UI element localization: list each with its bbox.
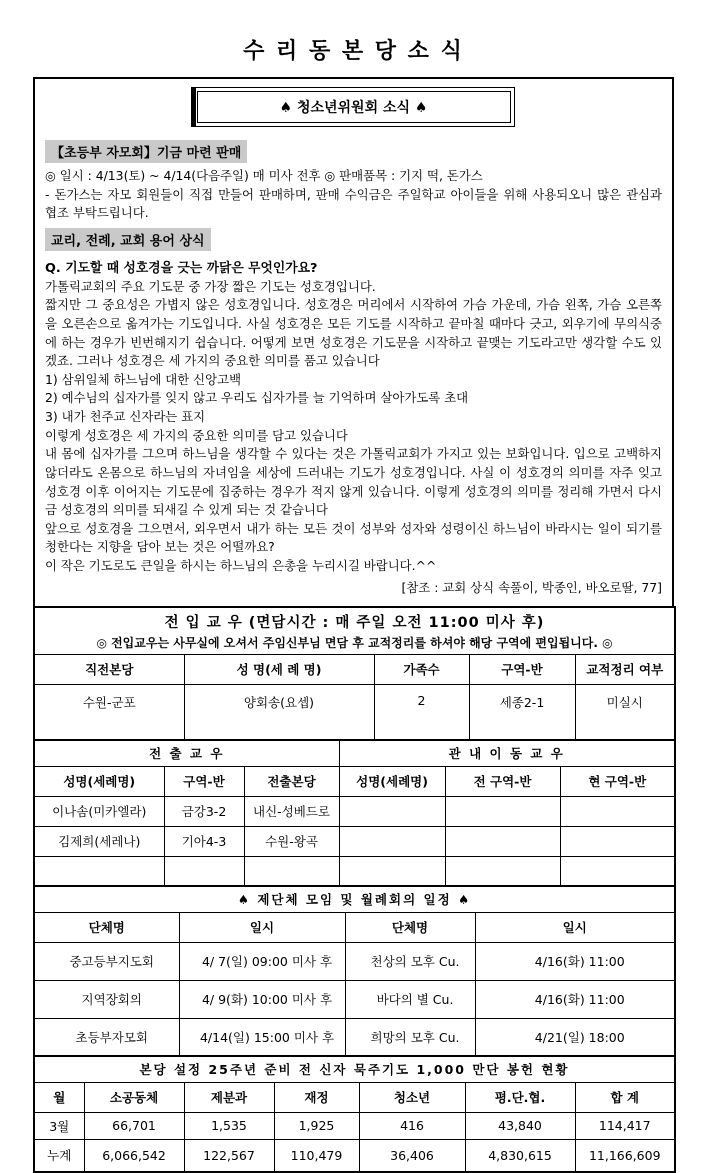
table-cell: 초등부자모회 bbox=[34, 1018, 179, 1056]
meetings-title: ♠ 제단체 모임 및 월례회의 일정 ♠ bbox=[34, 886, 675, 912]
jamo-line-2: - 돈가스는 자모 회원들이 직접 만들어 판매하며, 판매 수익금은 주일학교 아이들을 위해 사용되오니 많은 관심과 협조 부탁드립니다. bbox=[45, 186, 662, 221]
column-header: 일시 bbox=[475, 912, 675, 942]
table-cell bbox=[244, 856, 339, 886]
table-cell: 4/16(화) 11:00 bbox=[475, 942, 675, 980]
table-cell: 이나솜(미카엘라) bbox=[34, 796, 164, 826]
column-header: 월 bbox=[34, 1082, 84, 1112]
column-header: 현 구역-반 bbox=[560, 766, 675, 796]
table-cell: 김제희(세레나) bbox=[34, 826, 164, 856]
table-cell: 66,701 bbox=[84, 1112, 184, 1139]
column-header: 제분과 bbox=[184, 1082, 274, 1112]
transfer-in-subtitle: ◎ 전입교우는 사무실에 오셔서 주임신부님 면담 후 교적정리를 하셔야 해당 구역에 편입됩니다. ◎ bbox=[96, 635, 613, 650]
table-cell: 수원-왕곡 bbox=[244, 826, 339, 856]
catechism-paragraph: 앞으로 성호경을 그으면서, 외우면서 내가 하는 모든 것이 성부와 성자와 성령이신 하느님이 바라시는 일이 되기를 청한다는 지향을 담아 보는 것은 어떨까요? bbox=[45, 520, 662, 555]
column-header: 소공동체 bbox=[84, 1082, 184, 1112]
table-cell: 114,417 bbox=[575, 1112, 675, 1139]
jamo-section-header: 【초등부 자모회】기금 마련 판매 bbox=[45, 140, 247, 163]
column-header: 성명(세례명) bbox=[339, 766, 445, 796]
column-header: 재정 bbox=[274, 1082, 359, 1112]
table-cell: 세종2-1 bbox=[469, 684, 575, 740]
column-header: 직전본당 bbox=[34, 654, 184, 684]
column-header: 평.단.협. bbox=[465, 1082, 575, 1112]
document-body bbox=[33, 77, 674, 1173]
table-cell bbox=[560, 856, 675, 886]
table-cell: 금강3-2 bbox=[164, 796, 244, 826]
table-cell bbox=[560, 796, 675, 826]
table-cell: 3월 bbox=[34, 1112, 84, 1139]
column-header: 합 계 bbox=[575, 1082, 675, 1112]
table-cell bbox=[560, 826, 675, 856]
column-header: 성명(세례명) bbox=[34, 766, 164, 796]
table-cell: 43,840 bbox=[465, 1112, 575, 1139]
column-header: 일시 bbox=[179, 912, 345, 942]
catechism-paragraph: 이 작은 기도로도 큰일을 하시는 하느님의 은총을 누리시길 바랍니다.^^ bbox=[45, 557, 437, 573]
column-header: 청소년 bbox=[359, 1082, 465, 1112]
column-header: 구역-반 bbox=[469, 654, 575, 684]
table-cell: 중고등부지도회 bbox=[34, 942, 179, 980]
rosary-table bbox=[33, 1055, 676, 1173]
table-cell: 바다의 별 Cu. bbox=[345, 980, 475, 1018]
transfer-in-title: 전 입 교 우 (면담시간 : 매 주일 오전 11:00 미사 후) bbox=[164, 614, 545, 631]
transfer-out-table bbox=[33, 739, 676, 887]
jamo-section bbox=[45, 135, 662, 223]
table-cell: 11,166,609 bbox=[575, 1139, 675, 1172]
meetings-table bbox=[33, 885, 676, 1057]
table-cell bbox=[445, 826, 560, 856]
table-cell: 110,479 bbox=[274, 1139, 359, 1172]
table-cell: 36,406 bbox=[359, 1139, 465, 1172]
table-cell: 6,066,542 bbox=[84, 1139, 184, 1172]
column-header: 단체명 bbox=[34, 912, 179, 942]
catechism-paragraph: 3) 내가 천주교 신자라는 표지 bbox=[45, 409, 206, 425]
table-cell: 미실시 bbox=[575, 684, 675, 740]
column-header: 단체명 bbox=[345, 912, 475, 942]
transfer-in-title-cell bbox=[34, 607, 675, 655]
rosary-title: 본당 설정 25주년 준비 전 신자 묵주기도 1,000 만단 봉헌 현황 bbox=[34, 1056, 675, 1082]
column-header: 전 구역-반 bbox=[445, 766, 560, 796]
column-header: 전출본당 bbox=[244, 766, 339, 796]
catechism-paragraph: 이렇게 성호경은 세 가지의 중요한 의미를 담고 있습니다 bbox=[45, 427, 348, 443]
catechism-paragraph: 가톨릭교회의 주요 기도문 중 가장 짧은 기도는 성호경입니다. bbox=[45, 278, 376, 294]
table-cell: 천상의 모후 Cu. bbox=[345, 942, 475, 980]
catechism-paragraph: 2) 예수님의 십자가를 잊지 않고 우리도 십자가를 늘 기억하며 살아가도록 초대 bbox=[45, 390, 469, 406]
table-cell bbox=[339, 856, 445, 886]
table-cell bbox=[164, 856, 244, 886]
page-title: 수 리 동 본 당 소 식 bbox=[243, 39, 464, 64]
table-cell: 4,830,615 bbox=[465, 1139, 575, 1172]
catechism-section bbox=[45, 223, 662, 596]
catechism-paragraph: 1) 삼위일체 하느님에 대한 신앙고백 bbox=[45, 371, 242, 387]
table-cell: 2 bbox=[374, 684, 469, 740]
table-cell: 지역장회의 bbox=[34, 980, 179, 1018]
table-cell bbox=[339, 826, 445, 856]
table-cell: 4/ 7(일) 09:00 미사 후 bbox=[179, 942, 345, 980]
table-cell: 122,567 bbox=[184, 1139, 274, 1172]
table-cell: 416 bbox=[359, 1112, 465, 1139]
catechism-question: Q. 기도할 때 성호경을 긋는 까닭은 무엇인가요? bbox=[45, 260, 318, 276]
column-header: 가족수 bbox=[374, 654, 469, 684]
catechism-reference: [참조 : 교회 상식 속풀이, 박종인, 바오로딸, 77] bbox=[401, 579, 662, 595]
jamo-line-1: ◎ 일시 : 4/13(토) ~ 4/14(다음주일) 매 미사 전후 ◎ 판매품목 : 기지 떡, 돈가스 bbox=[45, 168, 483, 183]
table-cell: 누계 bbox=[34, 1139, 84, 1172]
table-cell bbox=[445, 856, 560, 886]
internal-move-title: 관 내 이 동 교 우 bbox=[339, 740, 675, 766]
table-cell: 1,925 bbox=[274, 1112, 359, 1139]
table-cell: 양회송(요셉) bbox=[184, 684, 374, 740]
youth-news-section bbox=[33, 77, 674, 608]
catechism-section-header: 교리, 전례, 교회 용어 상식 bbox=[45, 228, 211, 251]
table-cell: 수원-군포 bbox=[34, 684, 184, 740]
youth-committee-title: ♠ 청소년위원회 소식 ♠ bbox=[197, 91, 511, 123]
table-cell: 4/21(일) 18:00 bbox=[475, 1018, 675, 1056]
table-cell bbox=[339, 796, 445, 826]
catechism-paragraph: 짧지만 그 중요성은 가볍지 않은 성호경입니다. 성호경은 머리에서 시작하여 가슴 가운데, 가슴 왼쪽, 가슴 오른쪽을 오른손으로 옮겨가는 기도입니다. 사실 성호경은 모든 기도를 시작하고 끝마칠 때마다 긋고, 외우기에 무의식중에 하는 경우가 빈번해지기 쉽습니다. 어떻게 보면 성호경은 기도문을 시작하고 끝맺는 기도라고만 생각할 수도 있겠죠. 그러나 성호경은 세 가지의 중요한 의미를 품고 있습니다 bbox=[45, 297, 662, 369]
transfer-in-table bbox=[33, 606, 676, 742]
table-cell: 기아4-3 bbox=[164, 826, 244, 856]
transfer-out-title: 전 출 교 우 bbox=[34, 740, 339, 766]
table-cell: 4/14(일) 15:00 미사 후 bbox=[179, 1018, 345, 1056]
table-cell: 내신-성베드로 bbox=[244, 796, 339, 826]
table-cell: 1,535 bbox=[184, 1112, 274, 1139]
youth-committee-box bbox=[193, 87, 515, 127]
catechism-paragraph: 내 몸에 십자가를 그으며 하느님을 생각할 수 있다는 것은 가톨릭교회가 가지고 있는 보화입니다. 입으로 고백하지 않더라도 온몸으로 하느님의 자녀임을 세상에 드러내는 기도가 성호경입니다. 사실 이 성호경의 의미를 자주 잊고 성호경 이후 이어지는 기도문에 집중하는 경우가 적지 않게 있습니다. 이렇게 성호경의 의미를 정리해 가면서 다시금 성호경의 의미를 되새길 수 있게 되는 것 같습니다 bbox=[45, 446, 662, 518]
column-header: 구역-반 bbox=[164, 766, 244, 796]
table-cell: 4/ 9(화) 10:00 미사 후 bbox=[179, 980, 345, 1018]
table-cell: 희망의 모후 Cu. bbox=[345, 1018, 475, 1056]
table-cell bbox=[34, 856, 164, 886]
table-cell bbox=[445, 796, 560, 826]
column-header: 성 명(세 례 명) bbox=[184, 654, 374, 684]
column-header: 교적정리 여부 bbox=[575, 654, 675, 684]
table-cell: 4/16(화) 11:00 bbox=[475, 980, 675, 1018]
